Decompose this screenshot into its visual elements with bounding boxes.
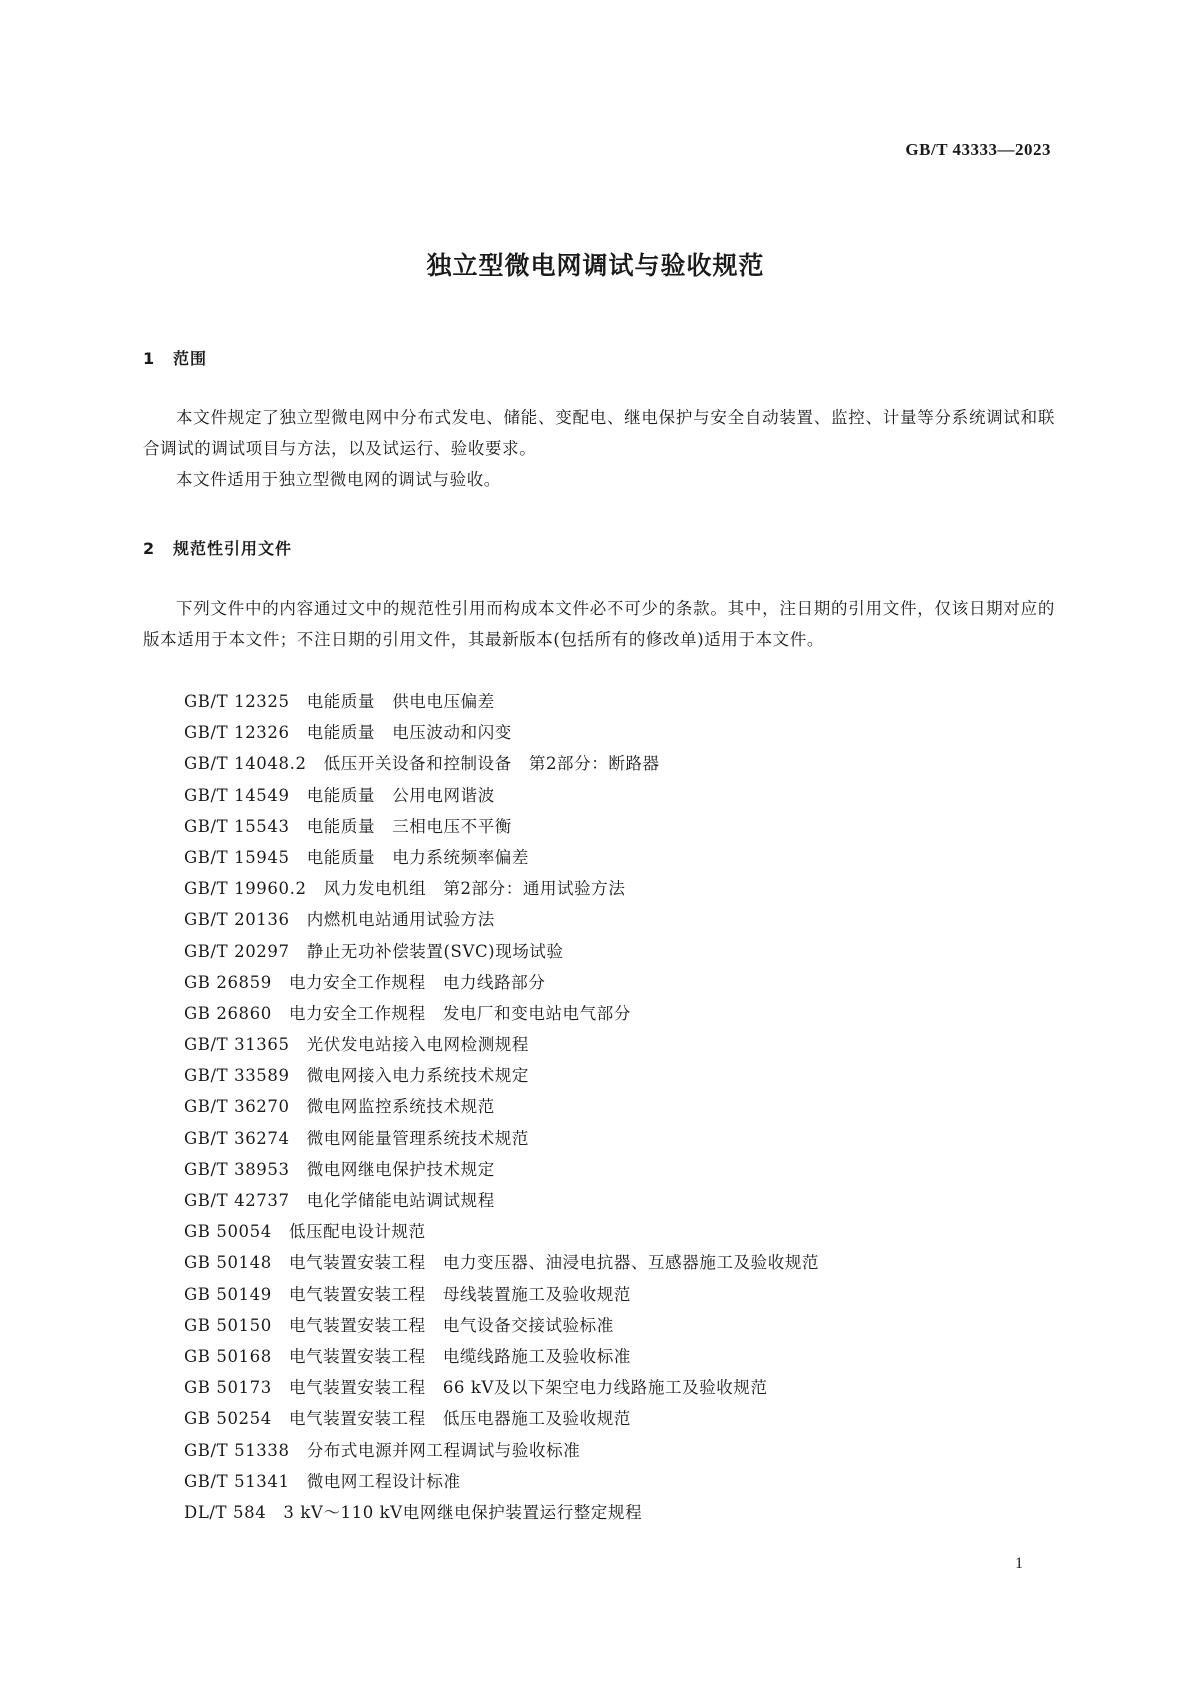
reference-item: GB/T 15543 电能质量 三相电压不平衡	[184, 816, 512, 836]
reference-item: GB 50148 电气装置安装工程 电力变压器、油浸电抗器、互感器施工及验收规范	[184, 1253, 820, 1273]
reference-item: GB/T 31365 光伏发电站接入电网检测规程	[184, 1035, 530, 1055]
reference-item: GB 26860 电力安全工作规程 发电厂和变电站电气部分	[184, 1003, 631, 1023]
section-heading-scope	[143, 346, 207, 369]
reference-item: GB/T 19960.2 风力发电机组 第2部分：通用试验方法	[184, 879, 626, 899]
reference-list	[184, 686, 819, 1528]
section-title: 范围	[173, 349, 208, 368]
reference-item: GB 50168 电气装置安装工程 电缆线路施工及验收标准	[184, 1346, 631, 1366]
reference-item: GB/T 38953 微电网继电保护技术规定	[184, 1159, 495, 1179]
reference-item: GB/T 14549 电能质量 公用电网谐波	[184, 785, 495, 805]
section-number: 2	[143, 539, 156, 558]
reference-item: GB/T 20297 静止无功补偿装置(SVC)现场试验	[184, 941, 564, 961]
reference-item: GB 50149 电气装置安装工程 母线装置施工及验收规范	[184, 1284, 631, 1304]
document-title: 独立型微电网调试与验收规范	[426, 251, 765, 280]
reference-item: GB/T 15945 电能质量 电力系统频率偏差	[184, 847, 530, 867]
reference-item: GB/T 51338 分布式电源并网工程调试与验收标准	[184, 1440, 581, 1460]
reference-item: GB/T 20136 内燃机电站通用试验方法	[184, 910, 495, 930]
references-intro-paragraph: 下列文件中的内容通过文中的规范性引用而构成本文件必不可少的条款。其中，注日期的引用文件，仅该日期对应的版本适用于本文件；不注日期的引用文件，其最新版本(包括所有的修改单)适用于本文件。	[143, 599, 1055, 649]
reference-item: GB/T 12325 电能质量 供电电压偏差	[184, 692, 495, 711]
reference-item: GB/T 33589 微电网接入电力系统技术规定	[184, 1066, 530, 1086]
reference-item: GB 26859 电力安全工作规程 电力线路部分	[184, 972, 546, 992]
scope-paragraph: 本文件规定了独立型微电网中分布式发电、储能、变配电、继电保护与安全自动装置、监控、计量等分系统调试和联合调试的调试项目与方法，以及试运行、验收要求。	[143, 408, 1055, 458]
section-number: 1	[143, 349, 156, 368]
reference-item: GB/T 51341 微电网工程设计标准	[184, 1471, 461, 1491]
reference-item: GB/T 36274 微电网能量管理系统技术规范	[184, 1128, 530, 1148]
reference-item: GB 50254 电气装置安装工程 低压电器施工及验收规范	[184, 1409, 631, 1429]
reference-item: GB/T 42737 电化学储能电站调试规程	[184, 1191, 495, 1210]
reference-item: DL/T 584 3 kV～110 kV电网继电保护装置运行整定规程	[184, 1502, 643, 1522]
reference-item: GB 50150 电气装置安装工程 电气设备交接试验标准	[184, 1315, 614, 1335]
standard-code: GB/T 43333—2023	[905, 140, 1051, 159]
reference-item: GB 50054 低压配电设计规范	[184, 1222, 426, 1242]
section-title: 规范性引用文件	[173, 539, 293, 558]
scope-paragraph: 本文件适用于独立型微电网的调试与验收。	[176, 470, 501, 489]
reference-item: GB/T 14048.2 低压开关设备和控制设备 第2部分：断路器	[184, 754, 660, 774]
section-heading-normative-references	[143, 536, 292, 559]
reference-item: GB 50173 电气装置安装工程 66 kV及以下架空电力线路施工及验收规范	[184, 1378, 768, 1398]
page-number: 1	[1015, 1555, 1023, 1572]
reference-item: GB/T 12326 电能质量 电压波动和闪变	[184, 723, 512, 743]
reference-item: GB/T 36270 微电网监控系统技术规范	[184, 1097, 495, 1117]
